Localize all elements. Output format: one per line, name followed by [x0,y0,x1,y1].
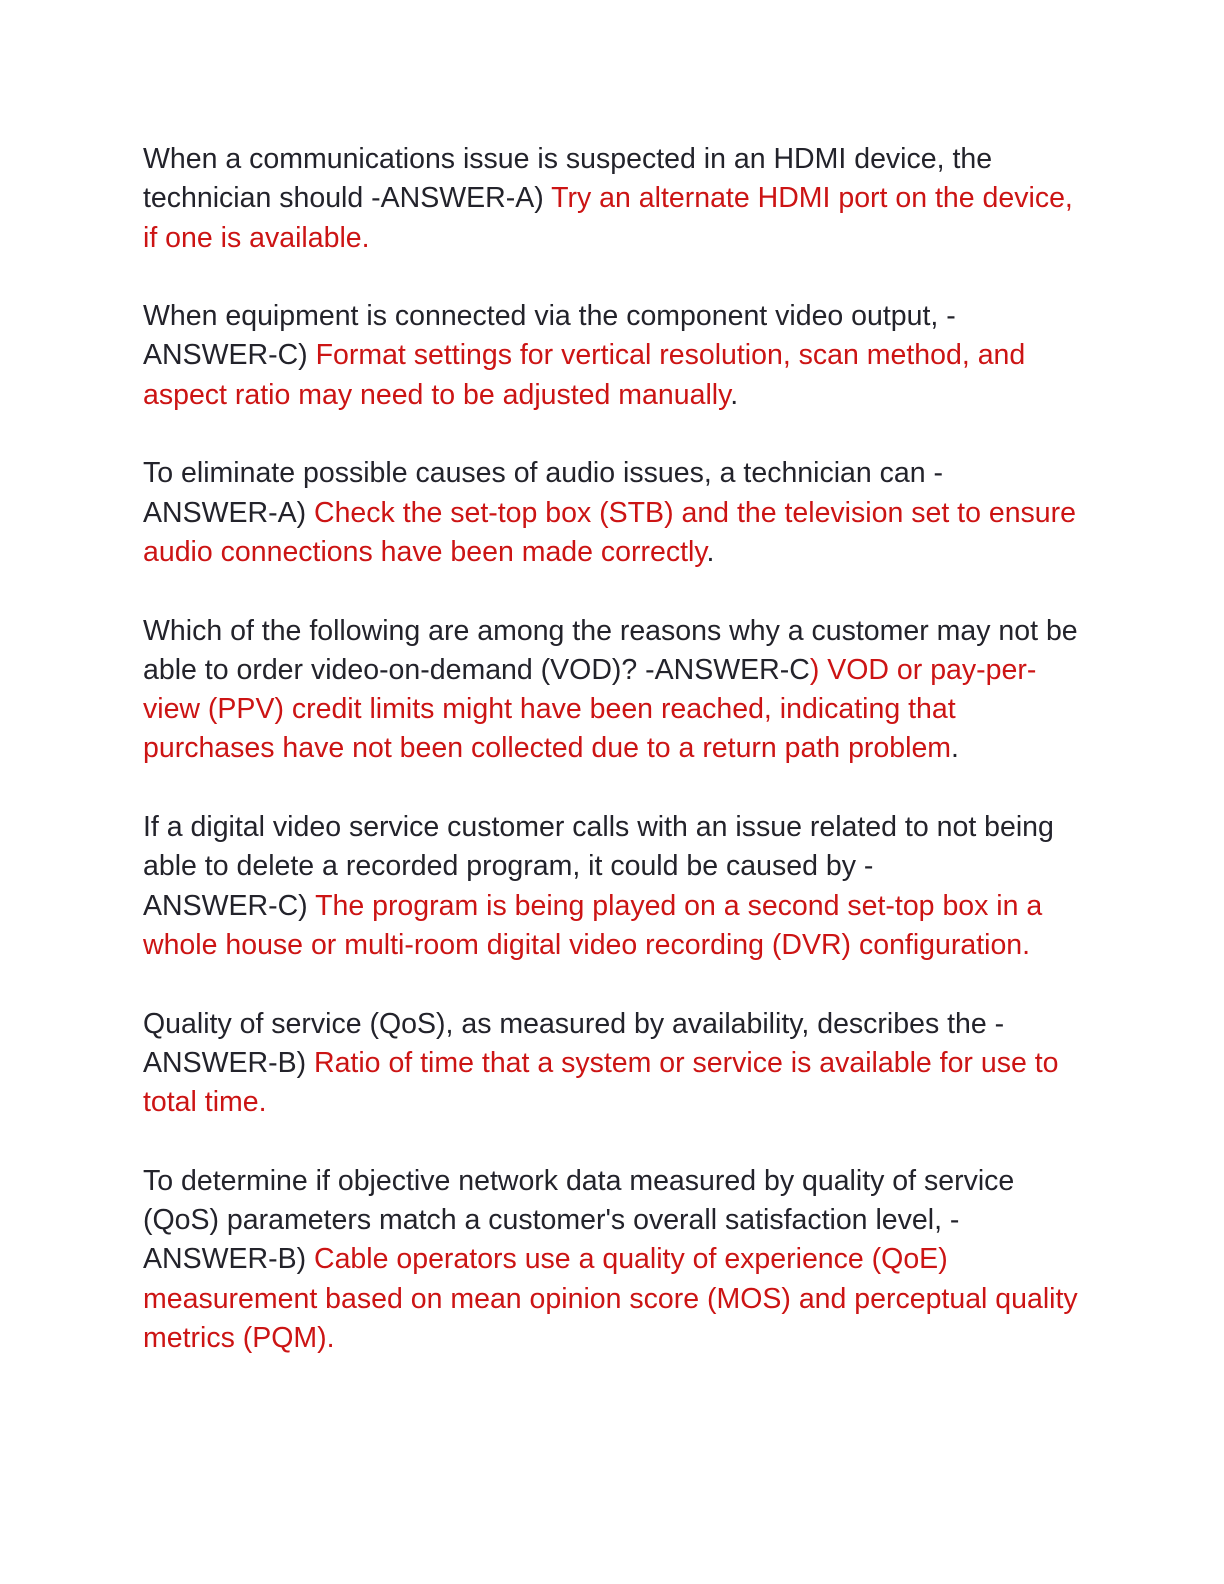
qa-item-1 [143,140,1083,258]
question-text: When equipment is connected via the component video output, - [143,300,956,333]
answer-text: Ratio of time that a system or service is available for use to total time. [143,1046,1059,1119]
question-text: To eliminate possible causes of audio issues, a technician can - [143,457,944,490]
answer-text: Try an alternate HDMI port on the device, if one is available. [143,182,1073,254]
answer-text: Cable operators use a quality of experience (QoE) measurement based on mean opinion score (MOS) and perceptual quality metrics (PQM). [143,1243,1078,1354]
answer-tail: . [706,535,715,568]
document-page [143,140,1083,1398]
answer-prefix: ANSWER-A) [380,182,552,215]
qa-item-5 [143,808,1083,965]
qa-item-6 [143,1005,1083,1123]
question-text: When a communications issue is suspected in an HDMI device, the technician should - [143,143,993,215]
answer-text: Check the set-top box (STB) and the television set to ensure audio connections have been made correctly [143,496,1076,568]
answer-prefix: ANSWER-C [654,653,810,686]
qa-item-4 [143,612,1083,769]
question-text: To determine if objective network data measured by quality of service (QoS) parameters match a customer's overall satisfaction level, - [143,1164,1015,1237]
answer-text: Format settings for vertical resolution, scan method, and aspect ratio may need to be adjusted manually [143,339,1026,411]
qa-item-7 [143,1162,1083,1358]
answer-text: ) VOD or pay-per-view (PPV) credit limits might have been reached, indicating that purchases have not been collected due to a return path problem [143,653,1037,765]
answer-prefix: ANSWER-B) [143,1046,314,1079]
qa-item-2 [143,297,1083,415]
answer-prefix: ANSWER-C) [143,339,316,372]
answer-prefix: ANSWER-B) [143,1243,314,1276]
answer-prefix: ANSWER-A) [143,496,314,529]
question-text: If a digital video service customer calls with an issue related to not being able to delete a recorded program, it could be caused by - [143,811,1054,883]
question-text: Quality of service (QoS), as measured by availability, describes the - [143,1007,1005,1040]
answer-text: The program is being played on a second set-top box in a whole house or multi-room digital video recording (DVR) configuration. [143,889,1043,961]
answer-prefix: ANSWER-C) [143,889,316,922]
answer-tail: . [951,732,959,765]
question-text: Which of the following are among the reasons why a customer may not be able to order video-on-demand (VOD)? - [143,614,1078,686]
qa-item-3 [143,454,1083,572]
answer-tail: . [730,378,739,411]
